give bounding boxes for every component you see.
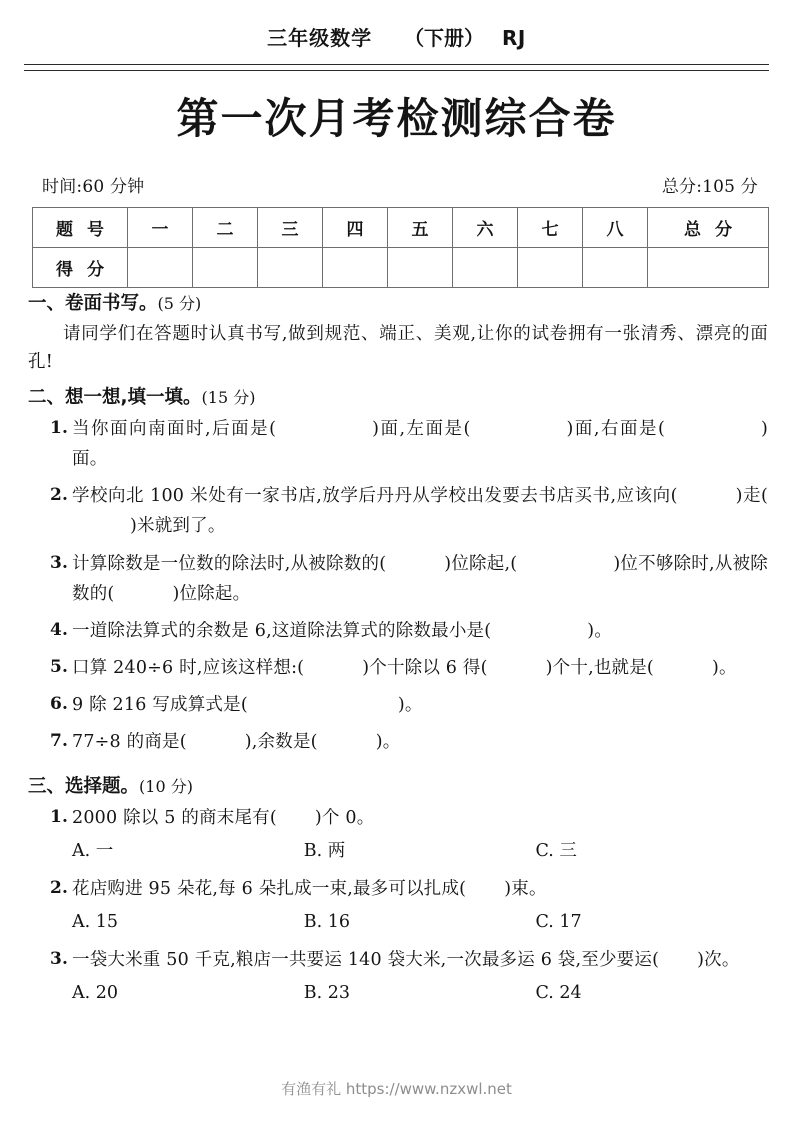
score-table-row-label-number: 题 号 [33,208,128,248]
question-text-part-b: )。 [587,620,613,641]
question-text-part-a: 77÷8 的商是( [72,732,187,753]
option-c[interactable]: C. 三 [535,840,577,861]
question-text-part-c: )面,右面是( [566,419,665,440]
question-text-part-b: )个十除以 6 得( [362,657,488,678]
header-double-rule [24,64,769,71]
choice-question-3 [28,945,768,975]
question-text-part-a: 当你面向南面时,后面是( [72,419,277,440]
score-cell-4[interactable] [323,248,388,288]
fill-question-6 [28,690,768,720]
question-text-part-b: )走( [735,486,768,507]
question-number: 1. [50,806,69,827]
score-cell-2[interactable] [193,248,258,288]
question-text-part-c: )位不够除时,从被除数的( [72,553,768,604]
fill-question-1 [28,414,768,474]
question-number: 6. [50,693,69,714]
score-table-col-4: 四 [323,208,388,248]
fill-question-3 [28,549,768,609]
choice-question-1-options [28,837,768,867]
option-b[interactable]: B. 23 [303,982,351,1003]
question-text-part-c: )个十,也就是( [545,657,654,678]
section-heading-1-points: (5 分) [157,294,202,313]
option-b[interactable]: B. 16 [303,911,351,932]
option-c[interactable]: C. 24 [535,982,582,1003]
exam-meta-row [42,172,758,197]
option-a[interactable]: A. 一 [72,840,114,861]
score-table-col-2: 二 [193,208,258,248]
question-text-part-b: ),余数是( [244,732,318,753]
question-text-part-a: 花店购进 95 朵花,每 6 朵扎成一束,最多可以扎成( [72,878,467,899]
exam-time-label: 时间:60 分钟 [42,177,145,197]
choice-question-2 [28,874,768,904]
question-number: 4. [50,619,69,640]
question-number: 2. [50,485,69,506]
option-a[interactable]: A. 20 [72,982,119,1003]
section-heading-2-points: (15 分) [201,388,256,408]
question-text-part-a: 一袋大米重 50 千克,粮店一共要运 140 袋大米,一次最多运 6 袋,至少要运( [72,949,660,970]
question-text-part-b: )。 [397,694,423,715]
fill-question-5 [28,653,768,683]
section-heading-2-text: 二、想一想,填一填。 [28,387,202,409]
score-table-col-8: 八 [583,208,648,248]
score-table-col-7: 七 [518,208,583,248]
choice-question-3-options [28,979,768,1009]
score-table-row-label-score: 得 分 [33,248,128,288]
score-table [32,207,769,288]
question-number: 2. [50,877,69,898]
option-a[interactable]: A. 15 [72,911,119,932]
question-text-part-b: )次。 [697,949,740,970]
score-cell-1[interactable] [128,248,193,288]
score-cell-7[interactable] [518,248,583,288]
section-heading-2 [28,384,768,412]
question-text-part-a: 一道除法算式的余数是 6,这道除法算式的除数最小是( [72,620,492,641]
question-text-part-d: )位除起。 [172,583,251,604]
question-text-part-a: 口算 240÷6 时,应该这样想:( [72,657,305,678]
question-text-part-c: )。 [375,732,401,753]
running-header [0,22,793,51]
question-text-part-b: )位除起,( [444,553,518,574]
score-cell-3[interactable] [258,248,323,288]
question-text-part-b: )面,左面是( [372,419,471,440]
section-heading-3 [28,773,768,801]
score-table-col-3: 三 [258,208,323,248]
choice-question-2-options [28,908,768,938]
score-table-col-5: 五 [388,208,453,248]
score-cell-6[interactable] [453,248,518,288]
fill-question-2 [28,481,768,541]
table-row [33,248,769,288]
question-text-part-c: )米就到了。 [130,516,226,537]
question-text-part-a: 计算除数是一位数的除法时,从被除数的( [72,553,387,574]
question-number: 3. [50,552,69,573]
score-cell-total[interactable] [648,248,769,288]
page-title: 第一次月考检测综合卷 [176,94,617,143]
running-header-edition-code: RJ [502,26,526,50]
choice-question-1 [28,803,768,833]
score-cell-8[interactable] [583,248,648,288]
question-text-part-b: )个 0。 [314,807,375,828]
question-text-part-a: 2000 除以 5 的商末尾有( [72,807,277,828]
fill-question-4 [28,616,768,646]
question-text-part-d: )。 [711,657,737,678]
fill-question-7 [28,727,768,757]
question-number: 3. [50,948,69,969]
option-c[interactable]: C. 17 [535,911,582,932]
table-row [33,208,769,248]
score-table-col-1: 一 [128,208,193,248]
section-heading-3-points: (10 分) [139,777,193,797]
score-table-col-total: 总 分 [648,208,769,248]
section-heading-3-text: 三、选择题。 [28,776,140,798]
question-number: 7. [50,731,69,752]
option-b[interactable]: B. 两 [303,840,346,861]
question-text-part-a: 9 除 216 写成算式是( [72,694,248,715]
question-number: 1. [50,418,69,439]
running-header-grade-subject: 三年级数学 [267,26,373,50]
question-text-part-b: )束。 [504,878,547,899]
question-text-part-a: 学校向北 100 米处有一家书店,放学后丹丹从学校出发要去书店买书,应该向( [72,486,678,507]
exam-body [28,290,768,1015]
score-table-wrapper [32,207,761,288]
score-cell-5[interactable] [388,248,453,288]
question-number: 5. [50,656,69,677]
score-table-col-6: 六 [453,208,518,248]
running-header-volume: （下册） [404,26,485,50]
watermark: 有渔有礼 https://www.nzxwl.net [281,1080,512,1098]
section-1-body: 请同学们在答题时认真书写,做到规范、端正、美观,让你的试卷拥有一张清秀、漂亮的面孔! [28,323,768,373]
question-text-part-d: )面。 [72,419,769,470]
exam-total-score-label: 总分:105 分 [661,177,758,197]
section-heading-1-text: 一、卷面书写。 [28,293,158,314]
section-heading-1 [28,290,768,318]
